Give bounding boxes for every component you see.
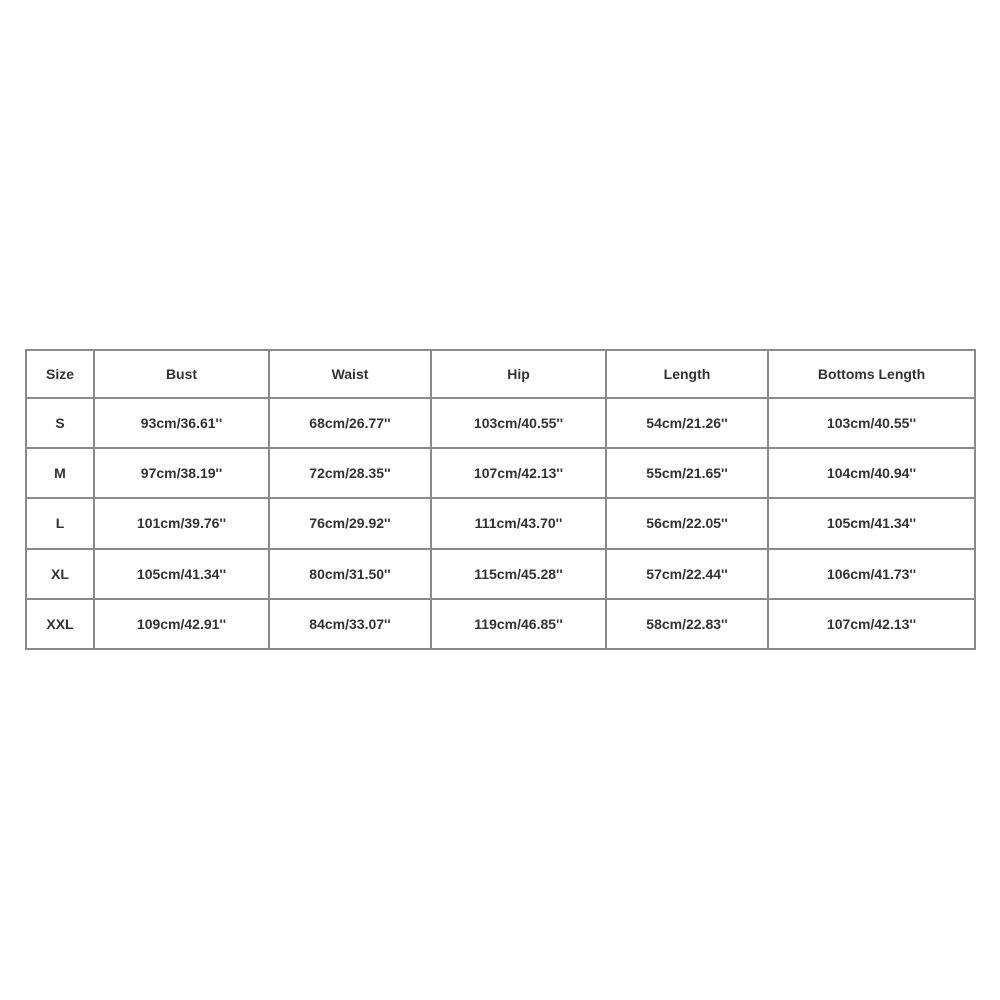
length-cell: 54cm/21.26''	[606, 398, 768, 448]
table-header-row	[26, 350, 975, 398]
bottoms-length-cell: 105cm/41.34''	[768, 498, 975, 548]
bust-cell: 105cm/41.34''	[94, 549, 269, 599]
waist-cell: 72cm/28.35''	[269, 448, 431, 498]
length-cell: 55cm/21.65''	[606, 448, 768, 498]
waist-cell: 76cm/29.92''	[269, 498, 431, 548]
header-bust: Bust	[94, 350, 269, 398]
header-size: Size	[26, 350, 94, 398]
size-cell: S	[26, 398, 94, 448]
length-cell: 57cm/22.44''	[606, 549, 768, 599]
hip-cell: 119cm/46.85''	[431, 599, 606, 649]
waist-cell: 80cm/31.50''	[269, 549, 431, 599]
hip-cell: 103cm/40.55''	[431, 398, 606, 448]
length-cell: 58cm/22.83''	[606, 599, 768, 649]
hip-cell: 115cm/45.28''	[431, 549, 606, 599]
bottoms-length-cell: 104cm/40.94''	[768, 448, 975, 498]
bust-cell: 101cm/39.76''	[94, 498, 269, 548]
bust-cell: 97cm/38.19''	[94, 448, 269, 498]
size-cell: XL	[26, 549, 94, 599]
table-row	[26, 398, 975, 448]
size-cell: XXL	[26, 599, 94, 649]
table-row	[26, 549, 975, 599]
waist-cell: 84cm/33.07''	[269, 599, 431, 649]
bottoms-length-cell: 106cm/41.73''	[768, 549, 975, 599]
waist-cell: 68cm/26.77''	[269, 398, 431, 448]
size-chart-table	[25, 349, 976, 650]
header-hip: Hip	[431, 350, 606, 398]
header-waist: Waist	[269, 350, 431, 398]
table-row	[26, 599, 975, 649]
length-cell: 56cm/22.05''	[606, 498, 768, 548]
hip-cell: 107cm/42.13''	[431, 448, 606, 498]
table-row	[26, 498, 975, 548]
size-cell: L	[26, 498, 94, 548]
bust-cell: 109cm/42.91''	[94, 599, 269, 649]
bust-cell: 93cm/36.61''	[94, 398, 269, 448]
header-length: Length	[606, 350, 768, 398]
header-bottoms-length: Bottoms Length	[768, 350, 975, 398]
hip-cell: 111cm/43.70''	[431, 498, 606, 548]
bottoms-length-cell: 107cm/42.13''	[768, 599, 975, 649]
table-row	[26, 448, 975, 498]
bottoms-length-cell: 103cm/40.55''	[768, 398, 975, 448]
size-cell: M	[26, 448, 94, 498]
